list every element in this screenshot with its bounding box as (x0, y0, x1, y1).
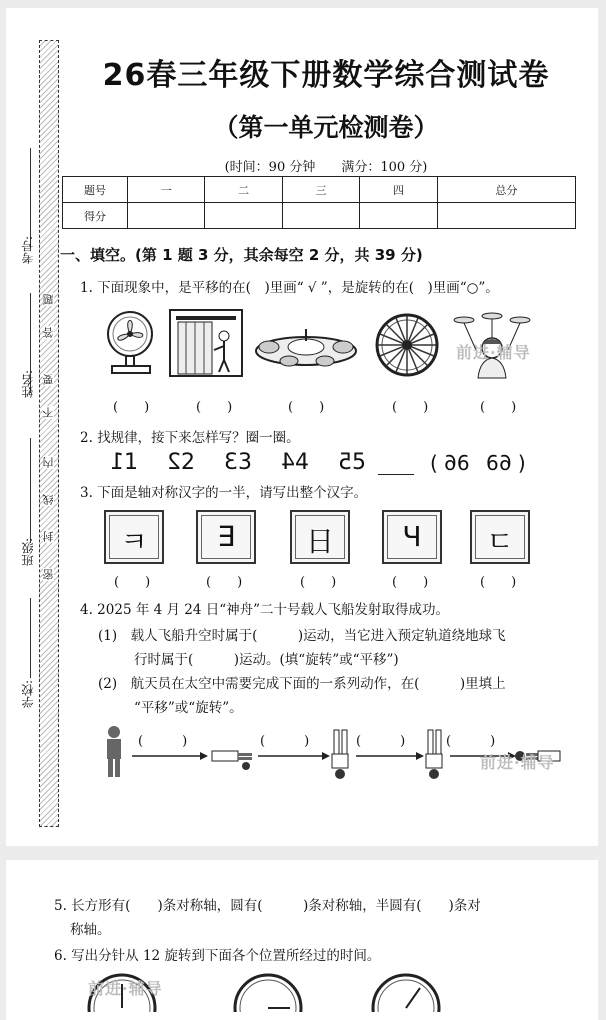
watermark: 前进·辅导 (88, 979, 163, 998)
worksheet-page-1 (6, 8, 598, 846)
q3-answer-blank[interactable]: ( ) (392, 575, 429, 590)
option-b-right[interactable]: 6 (498, 451, 512, 475)
q3-answer-blank[interactable]: ( ) (300, 575, 337, 590)
half-character: Ч (402, 520, 422, 553)
seal-char: 要 (42, 374, 55, 385)
pattern-item: 5 (352, 450, 366, 475)
clock-icon (370, 972, 442, 1012)
question-4-2-line2: “平移”或“旋转”。 (134, 700, 243, 716)
score-table-cell: 一 (128, 177, 205, 203)
q3-answer-blank[interactable]: ( ) (114, 575, 151, 590)
question-5-line1: 5. 长方形有( )条对称轴，圆有( )条对称轴，半圆有( )条对 (54, 898, 481, 914)
score-table-cell: 三 (282, 177, 359, 203)
question-4-2-line1: (2) 航天员在太空中需要完成下面的一系列动作，在( )里填上 (98, 676, 506, 692)
section-heading: 一、填空。(第 1 题 3 分，其余每空 2 分，共 39 分) (60, 246, 423, 264)
question-1: 1. 下面现象中，是平移的在( )里画“ √ ”，是旋转的在( )里画“○”。 (80, 280, 499, 296)
score-table (62, 176, 576, 229)
astronaut-standing-icon (107, 726, 121, 777)
astronaut-horizontal-icon (212, 751, 252, 770)
score-table-cell: 总分 (437, 177, 575, 203)
options-close-paren: ) (517, 451, 526, 475)
half-character: ㅋ (120, 525, 148, 558)
page-title: 26春三年级下册数学综合测试卷 (102, 58, 550, 93)
watermark: 前进·辅导 (456, 343, 531, 362)
seal-char: 答 (42, 327, 55, 338)
score-table-score-row (63, 203, 576, 229)
half-character-box (290, 510, 350, 564)
option-b[interactable]: 6 (486, 451, 499, 475)
option-a-right[interactable]: 6 (456, 451, 470, 475)
fan-icon (102, 308, 166, 378)
question-4-1-line2: 行时属于( )运动。(填“旋转”或“平移”) (134, 652, 399, 668)
q1-answer-blank[interactable]: ( ) (113, 400, 150, 415)
question-6: 6. 写出分针从 12 旋转到下面各个位置所经过的时间。 (54, 948, 381, 964)
score-table-cell: 题号 (63, 177, 128, 203)
astronaut-inverted-icon (332, 730, 348, 779)
q1-answer-blank[interactable]: ( ) (480, 400, 517, 415)
q4-arrow-blank[interactable]: ( ) (356, 734, 406, 749)
class-label: 班级: (21, 538, 35, 567)
school-label: 学校: (21, 680, 35, 709)
exam-info: (时间：90 分钟 满分：100 分) (224, 160, 428, 175)
q1-answer-blank[interactable]: ( ) (288, 400, 325, 415)
seal-char: 线 (42, 494, 55, 505)
pattern-item: 1 (124, 450, 138, 475)
exam-no-line (30, 148, 31, 248)
q1-answer-blank[interactable]: ( ) (392, 400, 429, 415)
pattern-item: 3 (224, 450, 238, 475)
score-table-cell: 二 (205, 177, 282, 203)
options-open-paren: ( (430, 451, 438, 475)
half-character: ㄷ (486, 525, 514, 558)
pattern-item: 4 (281, 450, 295, 475)
astronaut-inverted-icon-2 (426, 730, 442, 779)
pattern-answer-blank[interactable] (378, 474, 414, 475)
question-3: 3. 下面是轴对称汉字的一半，请写出整个汉字。 (80, 485, 368, 501)
q1-answer-blank[interactable]: ( ) (196, 400, 233, 415)
page-subtitle: （第一单元检测卷） (213, 113, 439, 142)
half-character-box (196, 510, 256, 564)
question-2: 2. 找规律，接下来怎样写？圈一圈。 (80, 430, 300, 446)
pattern-item: 4 (295, 450, 309, 475)
score-input-cell[interactable] (128, 203, 205, 229)
q4-arrow-blank[interactable]: ( ) (138, 734, 188, 749)
pattern-options (430, 451, 526, 475)
half-character: 日 (305, 525, 334, 558)
school-line (30, 598, 31, 678)
half-character-box (470, 510, 530, 564)
question-5-line2: 称轴。 (70, 922, 111, 938)
option-a[interactable]: 6 (444, 451, 457, 475)
worksheet-page-2 (6, 860, 598, 1020)
sliding-door-icon (168, 308, 244, 378)
q4-arrow-blank[interactable]: ( ) (446, 734, 496, 749)
pattern-item: 3 (238, 450, 252, 475)
pattern-item: 1 (110, 450, 124, 475)
score-row-label: 得分 (63, 203, 128, 229)
exam-no-label: 考号: (21, 236, 35, 265)
q4-arrow-blank[interactable]: ( ) (260, 734, 310, 749)
score-table-header-row (63, 177, 576, 203)
pattern-item: 2 (181, 450, 195, 475)
seal-char: 封 (42, 531, 55, 542)
score-table-cell: 四 (360, 177, 437, 203)
half-character: ∃ (217, 520, 235, 553)
watermark: 前进·辅导 (480, 753, 555, 772)
name-label: 姓名: (21, 370, 35, 399)
pattern-item: 5 (338, 450, 352, 475)
seal-char: 题 (42, 294, 55, 305)
wheel-icon (374, 312, 440, 378)
question-4-1-line1: (1) 载人飞船升空时属于( )运动，当它进入预定轨道绕地球飞 (98, 628, 506, 644)
clock-icon (232, 972, 304, 1012)
score-input-cell[interactable] (205, 203, 282, 229)
tilt-a-whirl-icon (251, 323, 361, 373)
seal-char: 密 (42, 569, 55, 580)
pattern-sequence (110, 450, 366, 475)
q3-answer-blank[interactable]: ( ) (480, 575, 517, 590)
class-line (30, 438, 31, 543)
q3-answer-blank[interactable]: ( ) (206, 575, 243, 590)
half-character-box (104, 510, 164, 564)
score-input-cell[interactable] (437, 203, 575, 229)
half-character-box (382, 510, 442, 564)
pattern-item: 2 (167, 450, 181, 475)
score-input-cell[interactable] (360, 203, 437, 229)
score-input-cell[interactable] (282, 203, 359, 229)
seal-char: 不 (42, 407, 55, 418)
question-4: 4. 2025 年 4 月 24 日“神舟”二十号载人飞船发射取得成功。 (80, 602, 450, 618)
seal-char: 内 (42, 457, 55, 468)
